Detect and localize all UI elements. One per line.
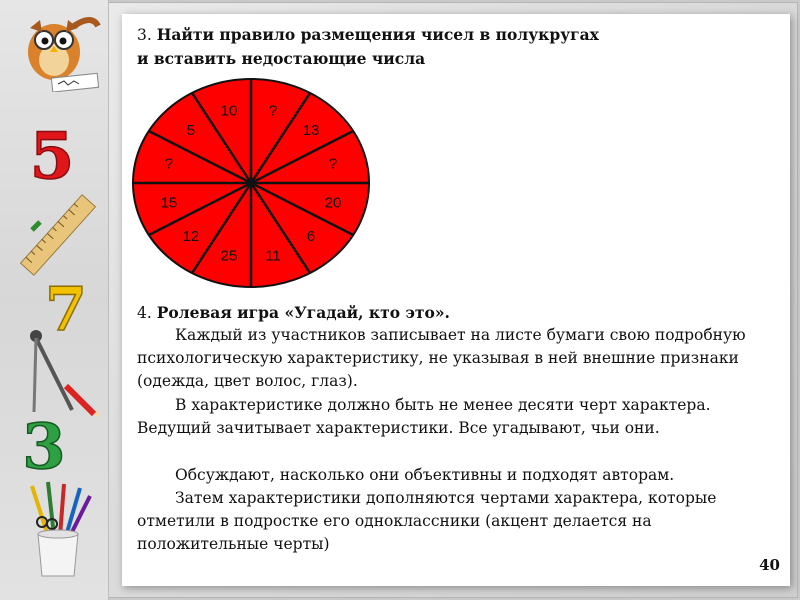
task3-number: 3.	[137, 26, 152, 44]
decorative-sidebar	[0, 0, 109, 600]
wheel-segment-label: 5	[186, 122, 196, 140]
task4-paragraph-3: Обсуждают, насколько они объективны и подходят авторам.	[175, 466, 675, 484]
wheel-segment-label: 25	[220, 247, 238, 265]
task4-paragraph-4: Затем характеристики дополняются чертами характера, которые отметили в подростке его одноклассники (акцент делается на положительные черты)	[137, 489, 717, 553]
page-number: 40	[759, 556, 780, 574]
wheel-segment-label: ?	[164, 155, 174, 173]
svg-text:7: 7	[45, 275, 87, 338]
wheel-segment-label: 10	[220, 102, 238, 120]
task4-paragraph-1: Каждый из участников записывает на листе бумаги свою подробную психологическую характеристику, не указывая в ней внешние признаки (одежда, цвет волос, глаз).	[137, 326, 746, 390]
wheel-segment-label: 15	[160, 194, 178, 212]
svg-text:3: 3	[22, 410, 66, 476]
task4-number: 4.	[137, 304, 152, 322]
compass-icon	[20, 326, 104, 418]
wheel-segment-label: 11	[265, 247, 281, 265]
content-card	[122, 14, 790, 586]
task4-heading	[137, 301, 757, 325]
number-wheel	[128, 74, 374, 292]
wheel-segment-label: 12	[182, 227, 200, 245]
digit-five-icon	[22, 118, 82, 188]
wheel-segment-label: ?	[268, 102, 278, 120]
pencil-cup-icon	[18, 480, 98, 580]
task3-title: Найти правило размещения чисел в полукругах	[156, 25, 599, 44]
wheel-segment-label: 13	[302, 122, 320, 140]
wheel-segment-label: 6	[306, 227, 316, 245]
task3-heading	[137, 23, 697, 71]
wheel-segment-label: ?	[328, 155, 338, 173]
owl-teacher-icon	[12, 6, 102, 92]
svg-text:5: 5	[29, 119, 75, 188]
wheel-segment-label: 20	[324, 194, 342, 212]
ruler-icon	[18, 190, 98, 280]
wheel-hub	[247, 179, 255, 187]
task4-paragraph-2: В характеристике должно быть не менее десяти черт характера. Ведущий зачитывает характеристики. Все угадывают, чьи они.	[137, 396, 711, 437]
task4-title: Ролевая игра «Угадай, кто это».	[156, 303, 450, 322]
task3-title-line2: и вставить недостающие числа	[137, 49, 426, 68]
digit-three-icon	[14, 410, 74, 476]
